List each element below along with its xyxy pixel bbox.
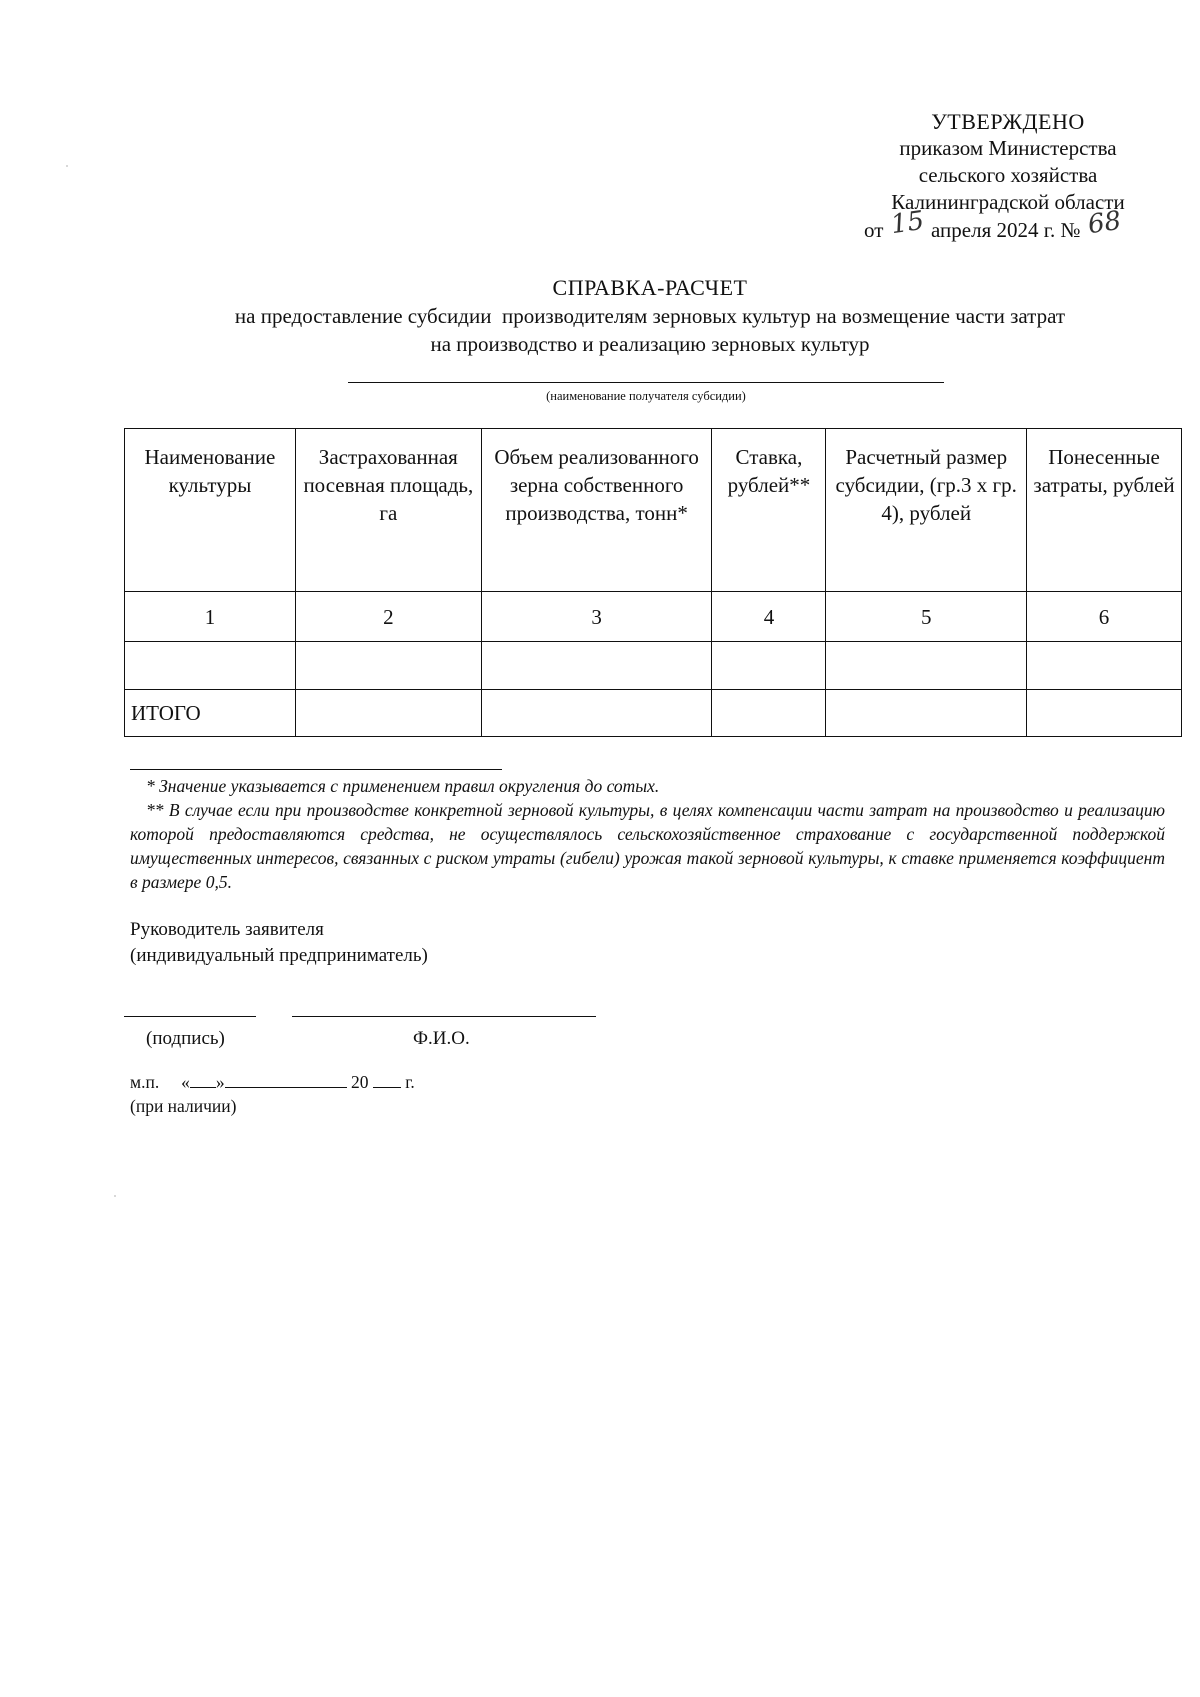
signer-title: Руководитель заявителя — [130, 919, 324, 940]
table-cell[interactable] — [295, 642, 481, 690]
date-middle: апреля 2024 г. № — [931, 218, 1081, 242]
header-subsidy-amount: Расчетный размер субсидии, (гр.3 х гр. 4), рублей — [826, 429, 1027, 592]
table-cell[interactable] — [1027, 642, 1182, 690]
document-title: СПРАВКА-РАСЧЕТ — [552, 275, 748, 300]
header-insured-area: Застрахованная посевная площадь, га — [295, 429, 481, 592]
scan-speck — [66, 165, 68, 167]
signer-block — [130, 917, 428, 969]
recipient-name-field[interactable] — [348, 382, 944, 383]
total-cell[interactable] — [295, 690, 481, 737]
approval-line-1: приказом Министерства — [899, 136, 1117, 160]
full-name-field[interactable] — [292, 1016, 596, 1017]
header-rate: Ставка, рублей** — [712, 429, 826, 592]
document-subtitle-line-2: на производство и реализацию зерновых культур — [430, 332, 870, 356]
signature-caption: (подпись) — [146, 1028, 225, 1049]
stamp-note: (при наличии) — [130, 1096, 237, 1116]
year-prefix: 20 — [350, 1072, 369, 1092]
month-field[interactable] — [225, 1071, 347, 1088]
year-suffix: г. — [405, 1072, 415, 1092]
approval-date-line — [858, 205, 1158, 244]
header-crop-name: Наименование культуры — [125, 429, 296, 592]
quote-close: » — [215, 1072, 225, 1092]
total-label: ИТОГО — [125, 690, 296, 737]
signature-field[interactable] — [124, 1016, 256, 1017]
document-heading — [120, 274, 1180, 358]
column-number: 1 — [125, 592, 296, 642]
stamp-date-row — [130, 1071, 415, 1093]
handwritten-day: 15 — [888, 205, 926, 241]
column-number: 3 — [481, 592, 712, 642]
recipient-caption: (наименование получателя субсидии) — [546, 389, 746, 403]
table-cell[interactable] — [826, 642, 1027, 690]
header-grain-volume: Объем реализованного зерна собственного производства, тонн* — [481, 429, 712, 592]
table-cell[interactable] — [481, 642, 712, 690]
column-number: 4 — [712, 592, 826, 642]
table-row — [125, 642, 1182, 690]
stamp-label: м.п. — [130, 1072, 160, 1092]
footnote-1: * Значение указывается с применением правил округления до сотых. — [146, 776, 660, 796]
table-cell[interactable] — [125, 642, 296, 690]
column-number: 5 — [826, 592, 1027, 642]
year-field[interactable] — [373, 1071, 401, 1088]
quote-open: « — [181, 1072, 190, 1092]
full-name-caption: Ф.И.О. — [413, 1028, 470, 1049]
document-subtitle-line-1: на предоставление субсидии производителям зерновых культур на возмещение части затрат — [234, 304, 1066, 328]
scan-speck — [114, 1195, 116, 1197]
approval-block — [858, 108, 1158, 244]
signer-subtitle: (индивидуальный предприниматель) — [130, 945, 428, 966]
approval-line-2: сельского хозяйства — [918, 163, 1098, 187]
column-number: 2 — [295, 592, 481, 642]
handwritten-order-number: 68 — [1085, 205, 1123, 241]
day-field[interactable] — [190, 1071, 216, 1088]
header-costs-incurred: Понесенные затраты, рублей — [1027, 429, 1182, 592]
total-cell[interactable] — [481, 690, 712, 737]
total-cell[interactable] — [712, 690, 826, 737]
column-number: 6 — [1027, 592, 1182, 642]
date-prefix: от — [864, 218, 884, 242]
footnotes — [130, 774, 1165, 894]
total-row — [125, 690, 1182, 737]
approval-line-3: Калининградской области — [891, 190, 1125, 214]
table-header-row — [125, 429, 1182, 592]
footnote-2: ** В случае если при производстве конкретной зерновой культуры, в целях компенсации части затрат на производство и реализацию которой предоставляются средства, не осуществлялось сельскохозяйственное страхование с государственной поддержкой имущественных интересов, связанных с риском утраты (гибели) урожая такой зерновой культуры, к ставке применяется коэффициент в размере 0,5. — [130, 800, 1165, 892]
column-number-row — [125, 592, 1182, 642]
subsidy-calculation-table — [124, 428, 1182, 737]
footnote-divider — [130, 769, 502, 770]
table-cell[interactable] — [712, 642, 826, 690]
total-cell[interactable] — [1027, 690, 1182, 737]
total-cell[interactable] — [826, 690, 1027, 737]
approval-title: УТВЕРЖДЕНО — [931, 109, 1085, 134]
